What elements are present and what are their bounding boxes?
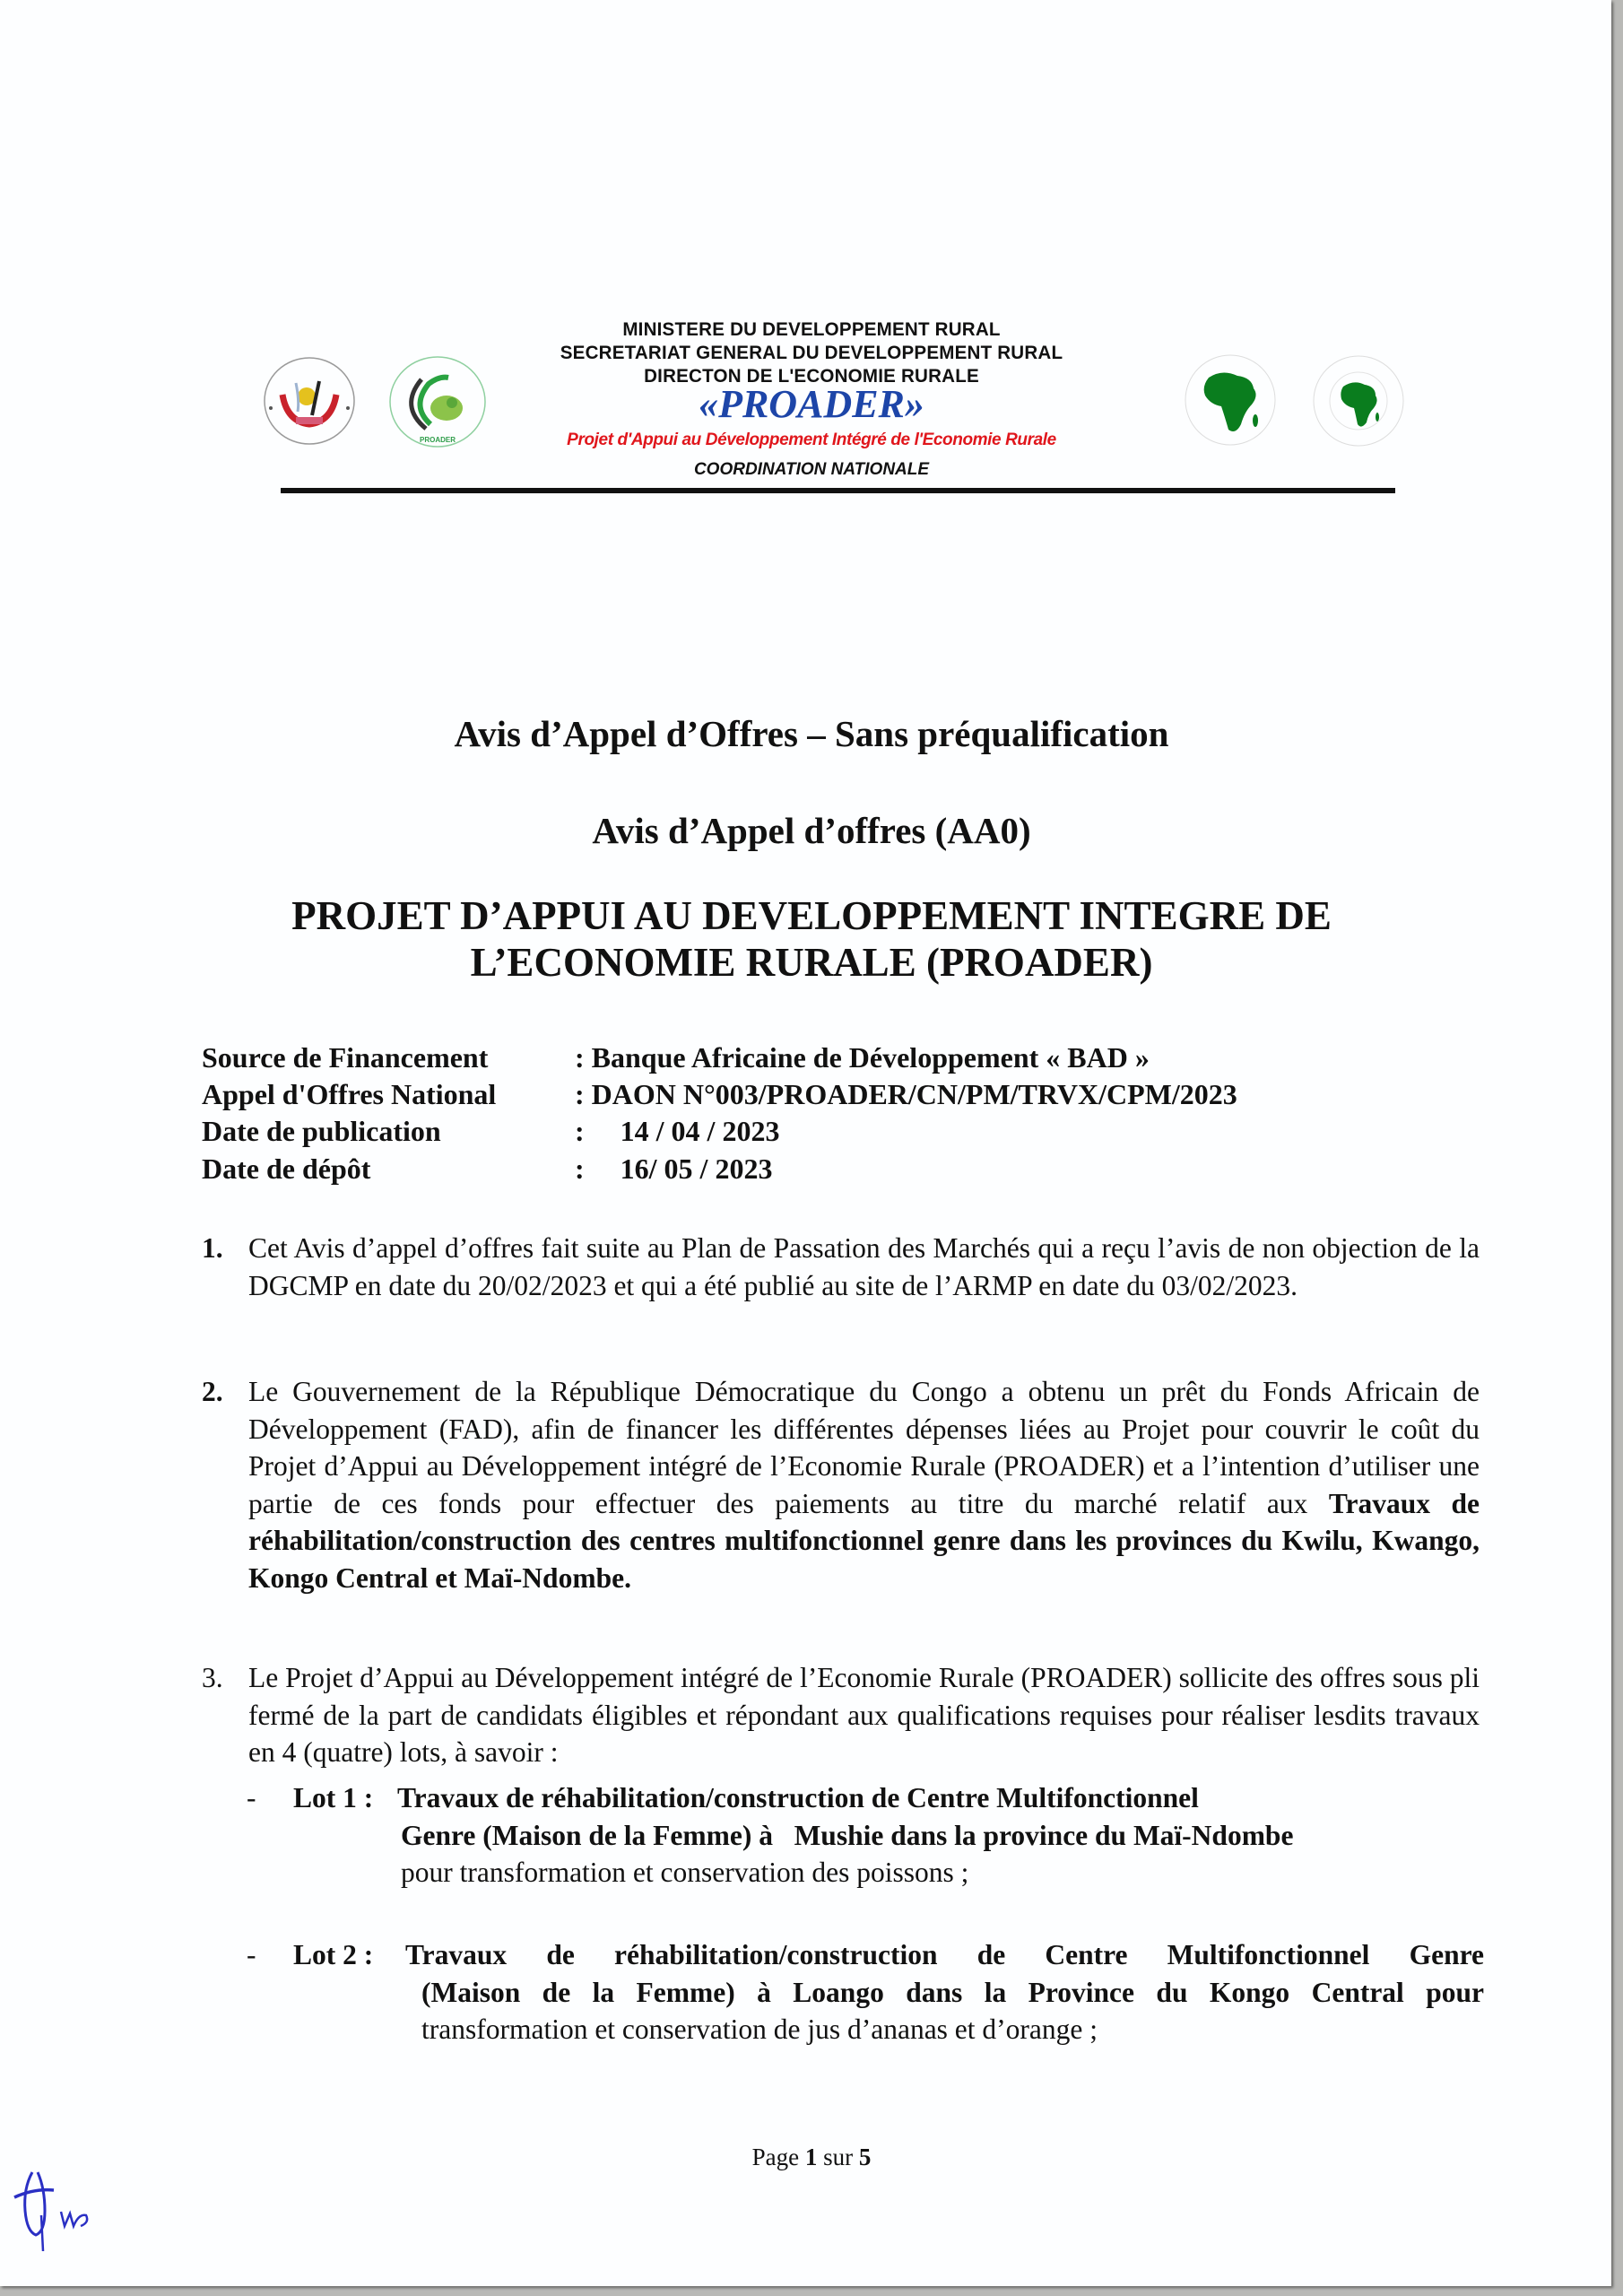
page-total: 5 [858,2144,872,2170]
lot-label: Lot 2 : [293,1939,374,1970]
info-value: : Banque Africaine de Développement « BAD » [575,1041,1150,1074]
info-label: Date de dépôt [202,1152,371,1185]
lot-purpose: transformation et conservation de jus d’ananas et d’orange ; [421,2013,1098,2045]
lot-title-line1: Travaux de réhabilitation/construction de Centre Multifonctionnel Genre [405,1939,1484,1970]
paragraph-text: Cet Avis d’appel d’offres fait suite au Plan de Passation des Marchés qui a reçu l’avis de non objection de la DGCMP en date du 20/02/2023 et qui a été publié au site de l’ARMP en date du 03/02/2023. [248,1232,1480,1301]
info-label: Date de publication [202,1115,441,1147]
paragraph-number: 2. [202,1376,223,1407]
coordination-line: COORDINATION NATIONALE [693,460,930,479]
handwritten-initials-icon [7,2161,124,2260]
paragraph-3 [202,1659,1480,1771]
notice-title: Avis d’Appel d’Offres – Sans préqualification [454,713,1169,754]
lot-purpose: pour transformation et conservation des poissons ; [401,1857,969,1888]
notice-subtitle: Avis d’Appel d’offres (AA0) [592,810,1031,851]
project-title-line1: PROJET D’APPUI AU DEVELOPPEMENT INTEGRE DE [291,893,1332,938]
lot-title-line2: Genre (Maison de la Femme) à Mushie dans la province du Maï-Ndombe [401,1819,1294,1851]
paragraph-text: Le Projet d’Appui au Développement intégré de l’Economie Rurale (PROADER) sollicite des offres sous pli fermé de la part de candidats éligibles et répondant aux qualifications requises pour réaliser lesdits travaux en 4 (quatre) lots, à savoir : [248,1662,1480,1768]
african-development-bank-logo [1182,352,1279,448]
paragraph-text [248,1373,1480,1596]
project-title-line2: L’ECONOMIE RURALE (PROADER) [470,940,1153,985]
secretariat-line: SECRETARIAT GENERAL DU DEVELOPPEMENT RURAL [560,343,1063,363]
lot-1 [247,1779,1484,1892]
paragraph-text-bold: Travaux de réhabilitation/construction des centres multifonctionnel genre dans les provinces du Kwilu, Kwango, Kongo Central et Maï-Ndombe. [248,1487,1480,1594]
svg-text:PROADER: PROADER [419,436,456,444]
project-subtitle: Projet d'Appui au Développement Intégré de l'Economie Rurale [567,430,1056,449]
african-development-fund-logo [1309,352,1408,449]
info-value: : 16/ 05 / 2023 [575,1152,773,1185]
brand-name: «PROADER» [699,382,924,426]
lot-2 [247,1936,1484,2048]
list-dash: - [247,1939,256,1970]
paragraph-1 [202,1230,1480,1304]
lot-title-line1: Travaux de réhabilitation/construction de Centre Multifonctionnel [397,1782,1199,1813]
lot-label: Lot 1 : [293,1782,374,1813]
paragraph-2 [202,1373,1480,1596]
project-title [0,892,1623,986]
lot-title-line2: (Maison de la Femme) à Loango dans la Province du Kongo Central pour [421,1976,1484,2008]
direction-line: DIRECTON DE L'ECONOMIE RURALE [644,366,979,387]
ministry-line: MINISTERE DU DEVELOPPEMENT RURAL [622,319,1001,340]
paragraph-number: 1. [202,1232,223,1264]
paragraph-text-normal: Le Gouvernement de la République Démocratique du Congo a obtenu un prêt du Fonds Africain de Développement (FAD), afin de financer les différentes dépenses liées au Projet pour couvrir le coût du Projet d’Appui au Développement intégré de l’Economie Rurale (PROADER) et a l’intention d’utiliser une partie de ces fonds pour effectuer des paiements au titre du marché relatif aux [248,1376,1480,1519]
info-label: Appel d'Offres National [202,1078,497,1110]
page-prefix: Page [751,2144,805,2170]
page-middle: sur [817,2144,859,2170]
info-label: Source de Financement [202,1041,489,1074]
page-number [0,2144,1623,2171]
info-value: : DAON N°003/PROADER/CN/PM/TRVX/CPM/2023 [575,1078,1237,1110]
list-dash: - [247,1782,256,1813]
page-current: 1 [804,2144,818,2170]
header-divider [281,488,1395,493]
info-value: : 14 / 04 / 2023 [575,1115,780,1147]
paragraph-number: 3. [202,1662,223,1693]
